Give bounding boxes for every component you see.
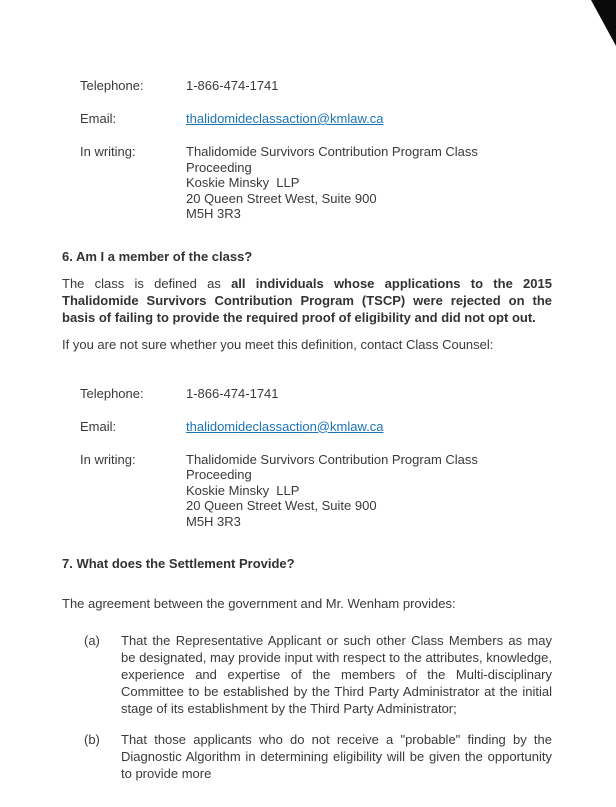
address-line: Thalidomide Survivors Contribution Program Class <box>186 451 478 467</box>
in-writing-label: In writing: <box>80 144 136 159</box>
address-line: Koskie Minsky LLP <box>186 482 300 498</box>
telephone-label: Telephone: <box>80 385 144 401</box>
telephone-value: 1-866-474-1741 <box>186 78 279 93</box>
telephone-label: Telephone: <box>80 78 144 93</box>
email-link[interactable]: thalidomideclassaction@kmlaw.ca <box>186 111 384 126</box>
address-line: 20 Queen Street West, Suite 900 <box>186 190 377 206</box>
settlement-provisions-list <box>62 632 552 782</box>
address-line: Thalidomide Survivors Contribution Program Class <box>186 144 478 159</box>
in-writing-row <box>62 144 552 222</box>
question-6-heading: 6. Am I a member of the class? <box>62 248 253 264</box>
email-row <box>62 111 552 127</box>
address-line: Proceeding <box>186 467 252 482</box>
list-item <box>62 632 552 717</box>
settlement-intro-paragraph: The agreement between the government and Mr. Wenham provides: <box>62 596 456 611</box>
in-writing-row <box>62 452 552 530</box>
address-line: 20 Queen Street West, Suite 900 <box>186 498 377 513</box>
list-item <box>62 731 552 782</box>
scan-corner-artifact <box>591 0 616 46</box>
address-line: Proceeding <box>186 159 252 175</box>
telephone-row <box>62 386 552 402</box>
question-7-heading: 7. What does the Settlement Provide? <box>62 556 295 571</box>
address-line: M5H 3R3 <box>186 206 241 221</box>
address-line: M5H 3R3 <box>186 513 241 529</box>
email-label: Email: <box>80 111 117 126</box>
contact-block-bottom <box>62 386 552 530</box>
list-item-text: That those applicants who do not receive a "probable" finding by the Diagnostic Algorithm in determining eligibility will be given the opportunity to provide more <box>121 732 552 781</box>
list-item-text: That the Representative Applicant or such other Class Members as may be designated, may provide input with respect to the attributes, knowledge, experience and expertise of the members of the Multi-disciplinary Committee to be established by the Third Party Administrator at the initial stage of its establishment by the Third Party Administrator; <box>121 633 552 716</box>
email-link[interactable]: thalidomideclassaction@kmlaw.ca <box>186 418 384 434</box>
definition-intro-text: The class is defined as <box>62 275 232 291</box>
address-line: Koskie Minsky LLP <box>186 175 300 190</box>
class-definition-paragraph <box>62 275 552 326</box>
list-item-marker: (b) <box>84 732 100 747</box>
mailing-address <box>186 144 552 222</box>
email-label: Email: <box>80 418 117 434</box>
definition-bold-text: all individuals whose applications to the 2015 Thalidomide Survivors Contribution Program (TSCP) were rejected on the basis of failing to provide the required proof of eligibility and did not opt out. <box>62 275 552 325</box>
email-row <box>62 419 552 435</box>
contact-note-paragraph: If you are not sure whether you meet this definition, contact Class Counsel: <box>62 336 494 352</box>
list-item-marker: (a) <box>84 633 100 648</box>
contact-block-top <box>62 78 552 222</box>
telephone-row <box>62 78 552 94</box>
mailing-address <box>186 452 552 530</box>
in-writing-label: In writing: <box>80 451 136 467</box>
telephone-value: 1-866-474-1741 <box>186 385 279 401</box>
